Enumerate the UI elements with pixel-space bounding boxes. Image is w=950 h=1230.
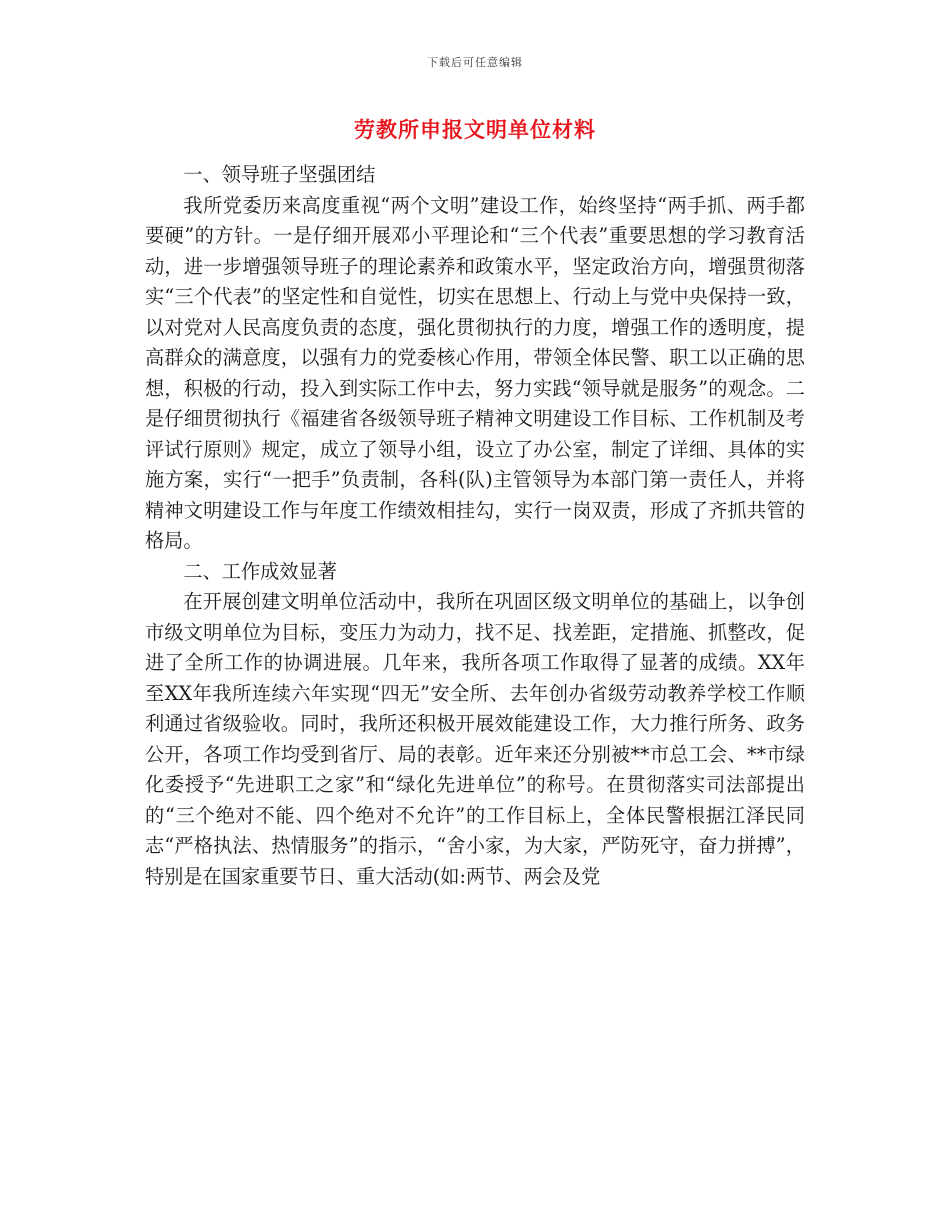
- section-heading-1: 一、领导班子坚强团结: [183, 163, 376, 186]
- section-heading-2: 二、工作成效显著: [183, 559, 337, 583]
- paragraph-1: 我所党委历来高度重视“两个文明”建设工作，始终坚持“两手抓、两手都要硬”的方针。一是仔细开展邓小平理论和“三个代表”重要思想的学习教育活动，进一步增强领导班子的理论素养和政策水平，坚定政治方向，增强贯彻落实“三个代表”的坚定性和自觉性，切实在思想上、行动上与党中央保持一致，以对党对人民高度负责的态度，强化贯彻执行的力度，增强工作的透明度，提高群众的满意度，以强有力的党委核心作用，带领全体民警、职工以正确的思想，积极的行动，投入到实际工作中去，努力实践“领导就是服务”的观念。二是仔细贯彻执行《福建省各级领导班子精神文明建设工作目标、工作机制及考评试行原则》规定，成立了领导小组，设立了办公室，制定了详细、具体的实施方案，实行“一把手”负责制，各科(队)主管领导为本部门第一责任人，并将精神文明建设工作与年度工作绩效相挂勾，实行一岗双责，形成了齐抓共管的格局。: [145, 193, 805, 552]
- header-note: 下载后可任意编辑: [427, 56, 523, 69]
- document-title: 劳教所申报文明单位材料: [354, 117, 596, 142]
- document-body: [145, 160, 805, 892]
- paragraph-2: 在开展创建文明单位活动中，我所在巩固区级文明单位的基础上，以争创市级文明单位为目标，变压力为动力，找不足、找差距，定措施、抓整改，促进了全所工作的协调进展。几年来，我所各项工作取得了显著的成绩。XX年至XX年我所连续六年实现“四无”安全所、去年创办省级劳动教养学校工作顺利通过省级验收。同时，我所还积极开展效能建设工作，大力推行所务、政务公开，各项工作均受到省厅、局的表彰。近年来还分别被**市总工会、**市绿化委授予“先进职工之家”和“绿化先进单位”的称号。在贯彻落实司法部提出的“三个绝对不能、四个绝对不允许”的工作目标上，全体民警根据江泽民同志“严格执法、热情服务”的指示，“舍小家，为大家，严防死守，奋力拼搏”，特别是在国家重要节日、重大活动(如:两节、两会及党: [145, 590, 805, 888]
